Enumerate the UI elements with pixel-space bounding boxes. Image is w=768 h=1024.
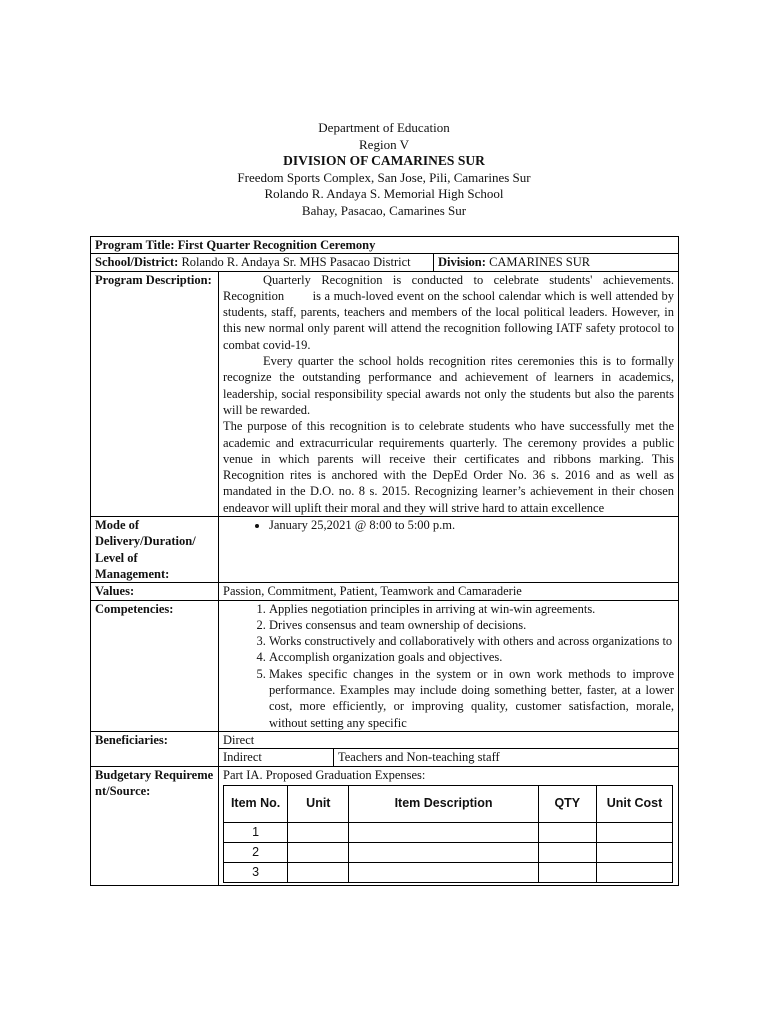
description-paragraph: Every quarter the school holds recognition rites ceremonies this is to formally recognize the outstanding performance and achievement of learners in academics, leadership, social responsibility special awards not only the students but also the parents will be rewarded. xyxy=(223,354,675,417)
budget-item-no: 3 xyxy=(224,862,288,882)
program-description-label: Program Description: xyxy=(91,271,219,516)
document-header xyxy=(0,120,768,219)
budget-cell-empty xyxy=(288,862,349,882)
competency-item: 1. Applies negotiation principles in arriving at win-win agreements. xyxy=(269,601,674,617)
budget-cell-empty xyxy=(349,842,538,862)
mode-of-delivery-value: • January 25,2021 @ 8:00 to 5:00 p.m. xyxy=(269,517,674,533)
header-school: Rolando R. Andaya S. Memorial High School xyxy=(264,186,504,201)
values-value: Passion, Commitment, Patient, Teamwork and Camaraderie xyxy=(219,583,679,600)
header-department: Department of Education xyxy=(318,120,450,135)
budget-cell-empty xyxy=(538,822,596,842)
header-region: Region V xyxy=(359,136,409,152)
budget-cell-empty xyxy=(349,822,538,842)
division-cell xyxy=(434,254,679,271)
budget-cell-empty xyxy=(538,842,596,862)
budget-cell-empty xyxy=(596,842,672,862)
budget-header-row xyxy=(224,785,673,822)
school-district-label: School/District: xyxy=(95,255,179,270)
beneficiaries-direct: Direct xyxy=(219,731,679,748)
budget-item-no: 1 xyxy=(224,822,288,842)
budget-cell-empty xyxy=(596,822,672,842)
budget-col-item-description: Item Description xyxy=(349,785,538,822)
division-label: Division: xyxy=(438,255,486,270)
budget-col-unit-cost: Unit Cost xyxy=(596,785,672,822)
division-value: CAMARINES SUR xyxy=(489,255,591,270)
budget-table xyxy=(223,785,673,883)
budget-part-title: Part IA. Proposed Graduation Expenses: xyxy=(223,767,426,782)
competencies-label: Competencies: xyxy=(91,600,219,731)
beneficiaries-indirect-value: Teachers and Non-teaching staff xyxy=(334,749,679,766)
budget-col-qty: QTY xyxy=(538,785,596,822)
header-division-address: Freedom Sports Complex, San Jose, Pili, Camarines Sur xyxy=(237,169,531,185)
competency-item: 4. Accomplish organization goals and objectives. xyxy=(269,649,674,665)
mode-of-delivery-cell xyxy=(219,517,679,583)
school-district-cell xyxy=(91,254,434,271)
program-description-cell xyxy=(219,271,679,516)
description-paragraph: The purpose of this recognition is to celebrate students who have successfully met the academic and extracurricular requirements quarterly. The ceremony provides a public venue in which parents will receive their certificates and ribbons marking. This Recognition rites is anchored with the DepEd Order No. 36 s. 2016 and as well as mandated in the D.O. no. 8 s. 2015. Recognizing learner’s achievement in their chosen endeavor will uplift their moral and they will strive hard to attain excellence xyxy=(223,419,675,515)
competencies-list xyxy=(223,601,674,731)
beneficiaries-label: Beneficiaries: xyxy=(91,731,219,766)
competencies-cell xyxy=(219,600,679,731)
budget-cell-empty xyxy=(538,862,596,882)
program-table xyxy=(90,236,679,886)
table-row xyxy=(224,822,673,842)
budget-col-unit: Unit xyxy=(288,785,349,822)
budget-cell-empty xyxy=(349,862,538,882)
description-paragraph: Quarterly Recognition is conducted to celebrate students' achievements. Recognition is a much-loved event on the school calendar which is well attended by students, staff, parents, teachers and members of the local political leaders. However, in this new normal only parent will attend the recognition following IATF safety protocol to combat covid-19. xyxy=(223,272,678,352)
budget-col-item-no: Item No. xyxy=(224,785,288,822)
school-district-value: Rolando R. Andaya Sr. MHS Pasacao District xyxy=(181,255,411,270)
competency-item: 3. Works constructively and collaboratively with others and across organizations to xyxy=(269,633,674,649)
program-title: Program Title: First Quarter Recognition Ceremony xyxy=(91,237,679,254)
table-row xyxy=(224,862,673,882)
competency-item: 2. Drives consensus and team ownership of decisions. xyxy=(269,617,674,633)
budget-label: Budgetary Requirement/Source: xyxy=(91,766,219,885)
values-label: Values: xyxy=(91,583,219,600)
competency-item: 5. Makes specific changes in the system or in own work methods to improve performance. Examples may include doing something better, faster, at a lower cost, more efficiently, or improving quality, customer satisfaction, morale, without setting any specific xyxy=(269,666,674,731)
header-school-address: Bahay, Pasacao, Camarines Sur xyxy=(301,202,467,218)
budget-item-no: 2 xyxy=(224,842,288,862)
budget-cell xyxy=(219,766,679,885)
budget-cell-empty xyxy=(288,842,349,862)
mode-of-delivery-label: Mode of Delivery/Duration/ Level of Management: xyxy=(91,517,219,583)
beneficiaries-indirect-label: Indirect xyxy=(219,749,334,766)
table-row xyxy=(224,842,673,862)
header-division: DIVISION OF CAMARINES SUR xyxy=(283,153,485,168)
budget-cell-empty xyxy=(288,822,349,842)
budget-cell-empty xyxy=(596,862,672,882)
